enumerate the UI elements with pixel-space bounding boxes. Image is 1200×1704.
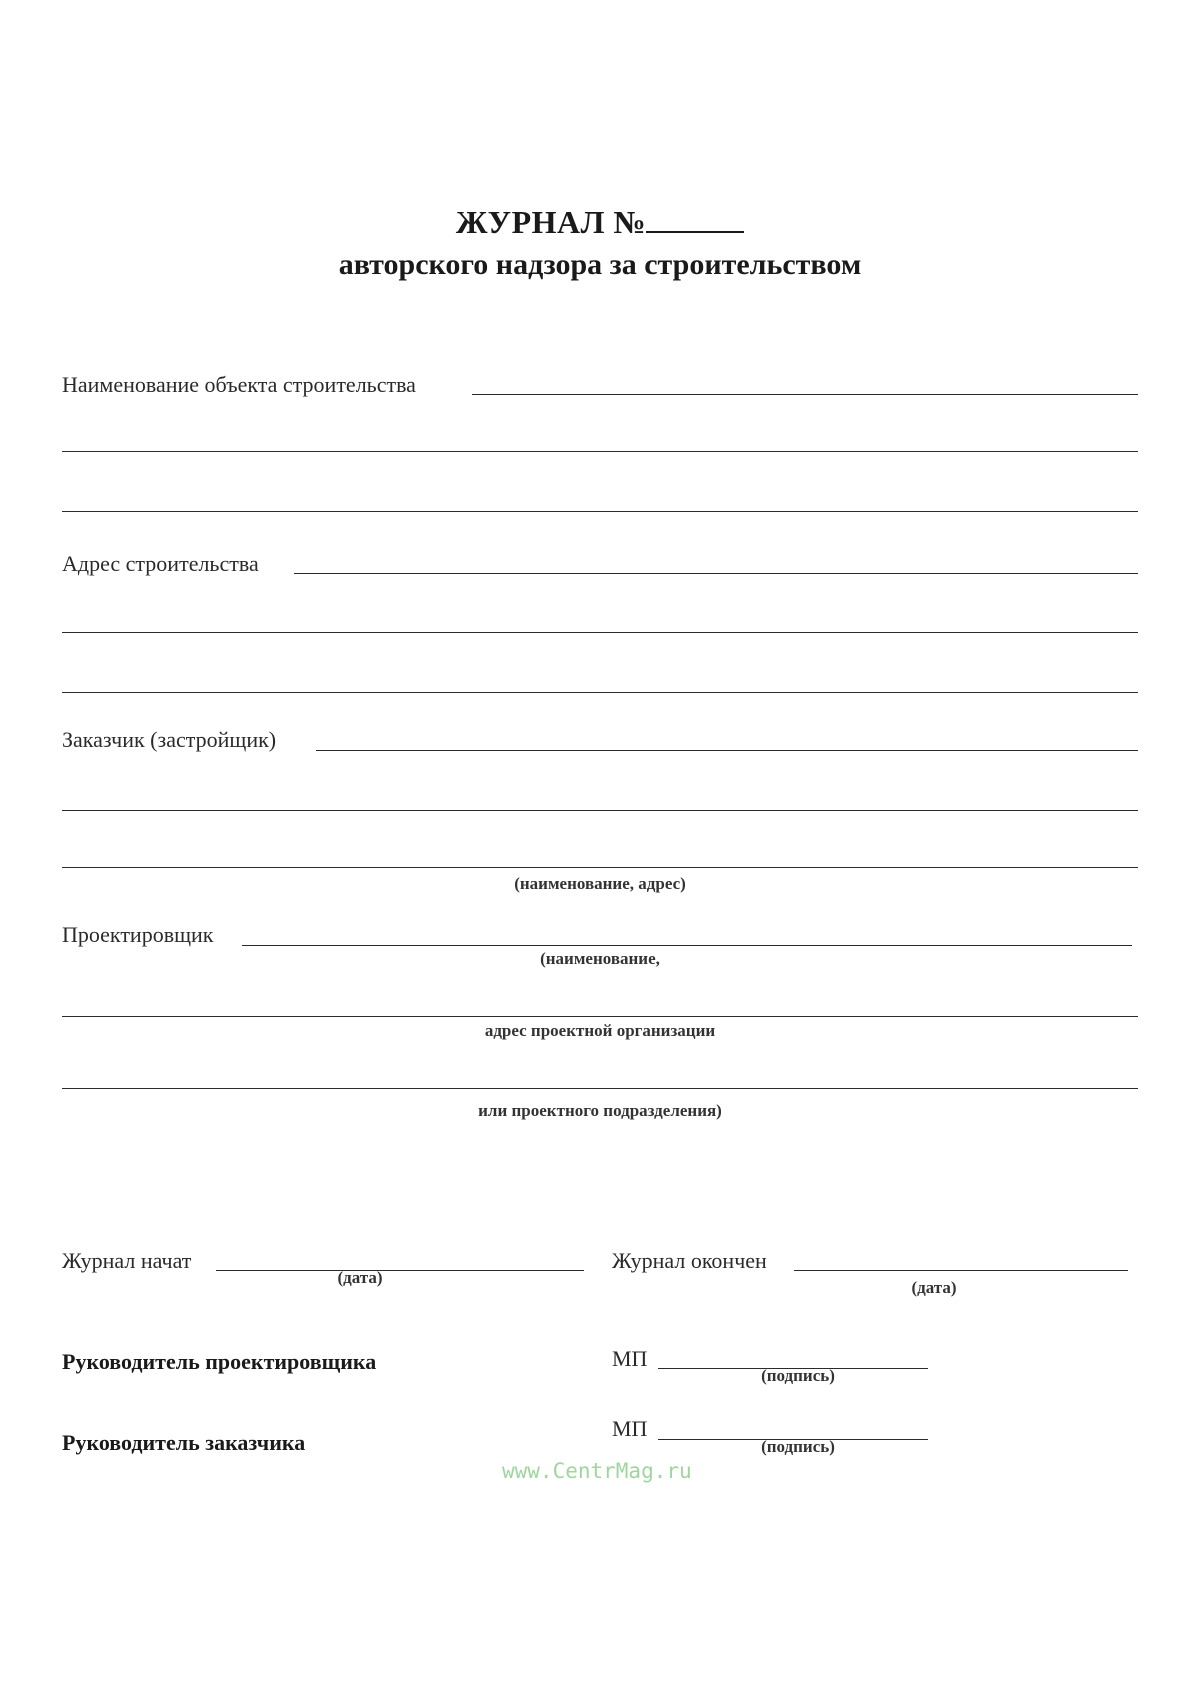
journal-finished-label: Журнал окончен — [612, 1248, 767, 1273]
designer-signature-hint: (подпись) — [761, 1366, 835, 1385]
address-label: Адрес строительства — [62, 551, 259, 576]
journal-finished-hint: (дата) — [911, 1278, 957, 1297]
designer-stamp-label: МП — [612, 1346, 648, 1371]
designer-head-label: Руководитель проектировщика — [62, 1349, 377, 1374]
customer-label: Заказчик (застройщик) — [62, 727, 277, 752]
customer-line-3[interactable] — [62, 867, 1138, 868]
journal-subtitle: авторского надзора за строительством — [338, 248, 862, 281]
customer-hint: (наименование, адрес) — [514, 874, 686, 893]
object-name-label: Наименование объекта строительства — [62, 372, 416, 397]
journal-number-blank[interactable] — [646, 205, 744, 233]
designer-line-2[interactable] — [62, 1016, 1138, 1017]
object-name-line-3[interactable] — [62, 511, 1138, 512]
address-line-2[interactable] — [62, 632, 1138, 633]
watermark-text: www.CentrMag.ru — [502, 1459, 692, 1483]
customer-head-label: Руководитель заказчика — [62, 1430, 306, 1455]
object-name-line-2[interactable] — [62, 451, 1138, 452]
designer-hint-3: или проектного подразделения) — [478, 1101, 722, 1120]
address-line-3[interactable] — [62, 692, 1138, 693]
designer-label: Проектировщик — [62, 922, 214, 947]
address-line-1[interactable] — [294, 573, 1138, 574]
journal-title — [0, 204, 1200, 241]
journal-finished-line[interactable] — [794, 1270, 1128, 1271]
journal-title-text: ЖУРНАЛ № — [455, 204, 647, 240]
designer-line-1[interactable] — [242, 945, 1132, 946]
journal-started-label: Журнал начат — [62, 1248, 192, 1273]
customer-signature-hint: (подпись) — [761, 1437, 835, 1456]
designer-hint-1: (наименование, — [540, 949, 660, 968]
customer-stamp-label: МП — [612, 1416, 648, 1441]
designer-line-3[interactable] — [62, 1088, 1138, 1089]
object-name-line-1[interactable] — [472, 394, 1138, 395]
customer-line-1[interactable] — [316, 750, 1138, 751]
designer-hint-2: адрес проектной организации — [484, 1021, 716, 1040]
journal-started-hint: (дата) — [337, 1268, 383, 1287]
customer-line-2[interactable] — [62, 810, 1138, 811]
